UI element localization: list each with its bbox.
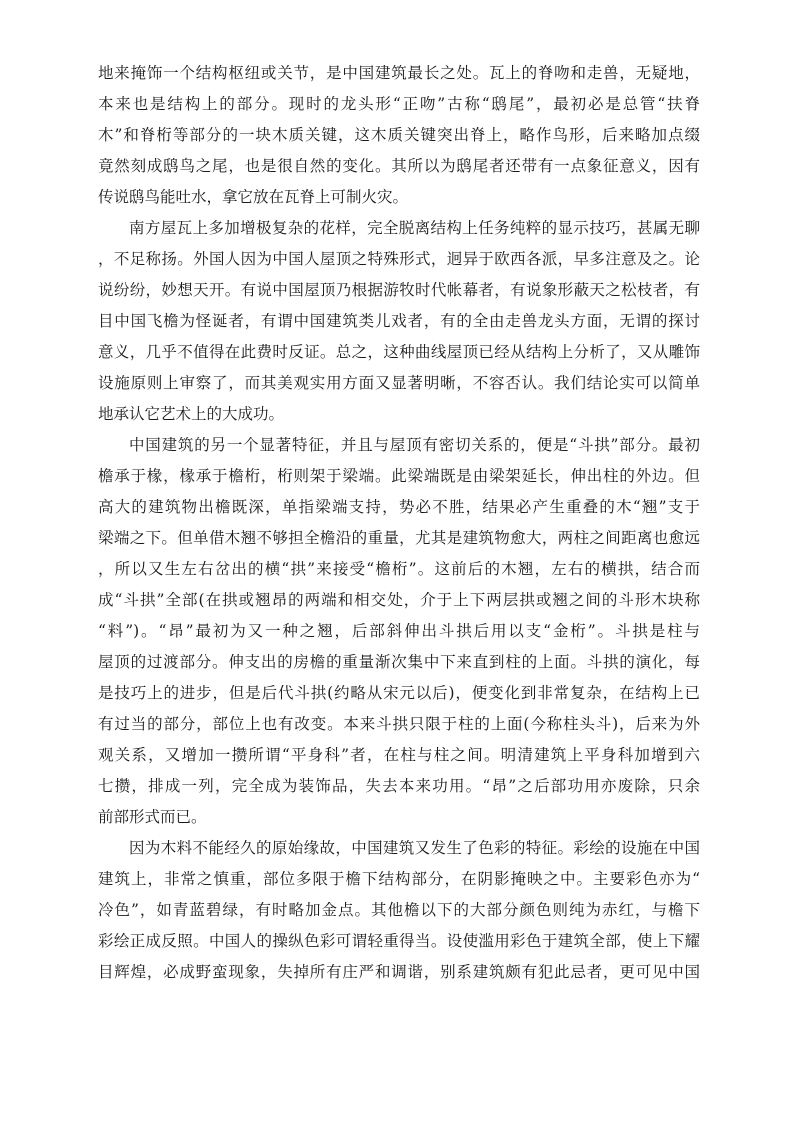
text-line: 屋顶的过渡部分。伸支出的房檐的重量渐次集中下来直到柱的上面。斗拱的演化，每: [98, 653, 700, 671]
paragraph: [98, 213, 700, 430]
text-line: 彩绘正成反照。中国人的操纵色彩可谓轻重得当。设使滥用彩色于建筑全部，使上下耀: [98, 932, 700, 950]
text-line: 本来也是结构上的部分。现时的龙头形“正吻”古称“鸱尾”，最初必是总管“扶脊: [98, 95, 700, 113]
text-line: 冷色”，如青蓝碧绿，有时略加金点。其他檐以下的大部分颜色则纯为赤红，与檐下: [98, 901, 700, 919]
text-line: 成“斗拱”全部(在拱或翘昂的两端和相交处，介于上下两层拱或翘之间的斗形木块称: [98, 591, 700, 609]
text-line: 传说鸱鸟能吐水，拿它放在瓦脊上可制火灾。: [98, 188, 409, 206]
text-line: 地来掩饰一个结构枢纽或关节，是中国建筑最长之处。瓦上的脊吻和走兽，无疑地，: [98, 64, 700, 82]
text-line: 前部形式而已。: [98, 808, 207, 826]
text-line: 目中国飞檐为怪诞者，有谓中国建筑类儿戏者，有的全由走兽龙头方面，无谓的探讨: [98, 312, 700, 330]
text-line: ，不足称扬。外国人因为中国人屋顶之特殊形式，迥异于欧西各派，早多注意及之。论: [98, 250, 700, 268]
text-line: ，所以又生左右岔出的横“拱”来接受“檐桁”。这前后的木翘，左右的横拱，结合而: [98, 560, 700, 578]
text-line: 竟然刻成鸱鸟之尾，也是很自然的变化。其所以为鸱尾者还带有一点象征意义，因有: [98, 157, 700, 175]
text-line: “料”)。“昂”最初为又一种之翘，后部斜伸出斗拱后用以支“金桁”。斗拱是柱与: [98, 622, 700, 640]
text-line: 中国建筑的另一个显著特征，并且与屋顶有密切关系的，便是“斗拱”部分。最初: [129, 436, 700, 454]
text-line: 观关系，又增加一攒所谓“平身科”者，在柱与柱之间。明清建筑上平身科加增到六: [98, 746, 700, 764]
text-line: 说纷纷，妙想天开。有说中国屋顶乃根据游牧时代帐幕者，有说象形蔽天之松枝者，有: [98, 281, 700, 299]
text-line: 因为木料不能经久的原始缘故，中国建筑又发生了色彩的特征。彩绘的设施在中国: [129, 839, 700, 857]
text-line: 木”和脊桁等部分的一块木质关键，这木质关键突出脊上，略作鸟形，后来略加点缀: [98, 126, 700, 144]
text-line: 意义，几乎不值得在此费时反证。总之，这种曲线屋顶已经从结构上分析了，又从雕饰: [98, 343, 700, 361]
text-line: 南方屋瓦上多加增极复杂的花样，完全脱离结构上任务纯粹的显示技巧，甚属无聊: [129, 219, 700, 237]
text-line: 设施原则上审察了，而其美观实用方面又显著明晰，不容否认。我们结论实可以简单: [98, 374, 700, 392]
text-line: 檐承于椽，椽承于檐桁，桁则架于梁端。此梁端既是由梁架延长，伸出柱的外边。但: [98, 467, 700, 485]
text-line: 高大的建筑物出檐既深，单指梁端支持，势必不胜，结果必产生重叠的木“翘”支于: [98, 498, 700, 516]
text-line: 梁端之下。但单借木翘不够担全檐沿的重量，尤其是建筑物愈大，两柱之间距离也愈远: [98, 529, 700, 547]
paragraph: [98, 833, 700, 988]
paragraph: [98, 58, 700, 213]
text-line: 有过当的部分，部位上也有改变。本来斗拱只限于柱的上面(今称柱头斗)，后来为外: [98, 715, 700, 733]
document-body: [98, 58, 700, 988]
paragraph: [98, 430, 700, 833]
text-line: 是技巧上的进步，但是后代斗拱(约略从宋元以后)，便变化到非常复杂，在结构上已: [98, 684, 700, 702]
text-line: 地承认它艺术上的大成功。: [98, 405, 285, 423]
text-line: 建筑上，非常之慎重，部位多限于檐下结构部分，在阴影掩映之中。主要彩色亦为“: [98, 870, 700, 888]
text-line: 目辉煌，必成野蛮现象，失掉所有庄严和调谐，别系建筑颇有犯此忌者，更可见中国: [98, 963, 700, 981]
text-line: 七攒，排成一列，完全成为装饰品，失去本来功用。“昂”之后部功用亦废除，只余: [98, 777, 700, 795]
